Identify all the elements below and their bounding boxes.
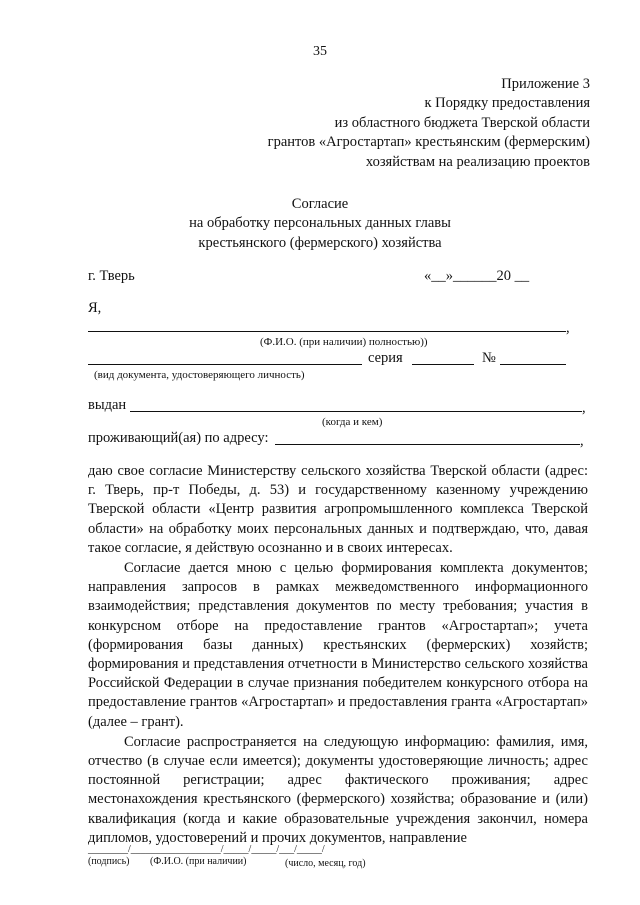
issued-line (130, 411, 582, 412)
paragraph: Согласие распространяется на следующую информацию: фамилия, имя, отчество (в случае если имеется); документы удостоверяющие личность; адрес постоянной регистрации; адрес фактического проживания; адрес местонахождения крестьянского (фермерского) хозяйства; образование и (или) квалификация (когда и какие образовательные учреждения закончил, номера дипломов, удостоверений и прочих документов, направление (88, 733, 588, 846)
page-number: 35 (313, 44, 327, 59)
issued-comma: , (582, 400, 586, 416)
fio-line (88, 331, 566, 332)
title-line: Согласие (291, 196, 349, 212)
document-type-line (88, 364, 362, 365)
document-title (0, 195, 640, 253)
city: г. Тверь (88, 268, 135, 284)
signature-caption: (подпись) (88, 856, 130, 867)
series-line (412, 364, 474, 365)
paragraph: даю свое согласие Министерству сельского хозяйства Тверской области (адрес: г. Тверь, пр-т Победы, д. 53) и государственному казенному учреждению Тверской области «Центр развития агропромышленного комплекса Тверской области» на обработку моих персональных данных и подтверждаю, что, давая такое согласие, я действую осознанно и в своих интересах. (88, 463, 588, 556)
appendix-line: хозяйствам на реализацию проектов (365, 153, 590, 170)
number-label: № (482, 350, 496, 366)
address-comma: , (580, 433, 584, 449)
appendix-line: из областного бюджета Тверской области (334, 114, 590, 131)
address-line (275, 444, 580, 445)
doc-caption: (вид документа, удостоверяющего личность) (94, 369, 305, 381)
series-label: серия (368, 350, 403, 366)
appendix-reference (170, 75, 590, 172)
address-label: проживающий(ая) по адресу: (88, 430, 269, 446)
issued-caption: (когда и кем) (322, 416, 383, 428)
signature-line: ________/__________________/_____/_____/___/_____/ (88, 844, 325, 855)
ya-label: Я, (88, 300, 102, 316)
number-line (500, 364, 566, 365)
fio-comma: , (566, 320, 570, 336)
appendix-line: к Порядку предоставления (424, 95, 590, 112)
issued-label: выдан (88, 397, 127, 413)
appendix-line: Приложение 3 (501, 76, 590, 92)
date-field: «__»______20 __ (424, 268, 530, 284)
appendix-line: грантов «Агростартап» крестьянским (фермерским) (267, 134, 590, 151)
paragraph: Согласие дается мною с целью формирования комплекта документов; направления запросов в рамках межведомственного информационного взаимодействия; представления документов по месту требования; участия в конкурсном отборе на предоставление грантов «Агростартап»; учета (формирования базы данных) крестьянских (фермерских) хозяйств; формирования и представления отчетности в Министерство сельского хозяйства Российской Федерации в случае признания победителем конкурсного отбора на предоставление грантов «Агростартап» и предоставления гранта «Агростартап» (далее – грант). (88, 560, 588, 730)
title-line: на обработку персональных данных главы (189, 215, 451, 232)
date-footer-caption: (число, месяц, год) (285, 858, 366, 869)
title-line: крестьянского (фермерского) хозяйства (198, 234, 442, 251)
consent-body (88, 462, 588, 848)
fio-footer-caption: (Ф.И.О. (при наличии) (150, 856, 247, 867)
fio-caption: (Ф.И.О. (при наличии) полностью)) (260, 336, 428, 348)
